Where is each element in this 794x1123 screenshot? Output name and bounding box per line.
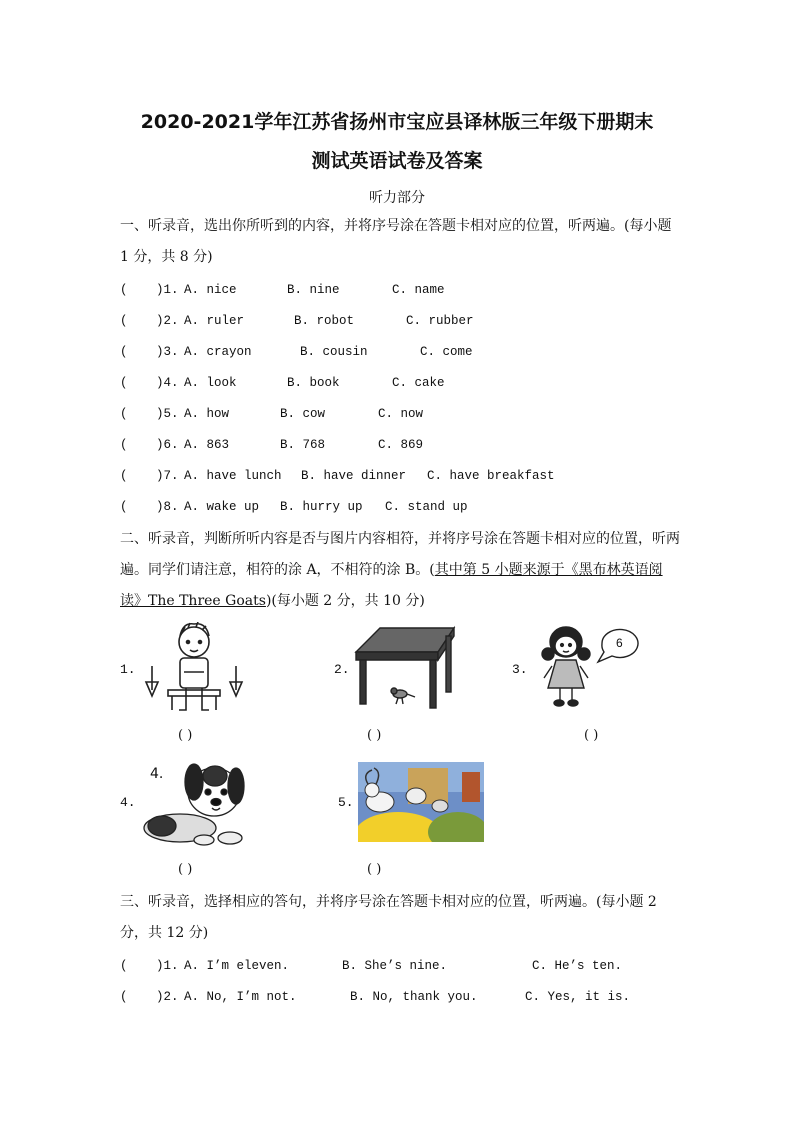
option-b: B. nine [287, 283, 340, 297]
option-b: B. book [287, 376, 340, 390]
answer-blank[interactable]: ( [120, 438, 128, 452]
question-number: )2. [156, 990, 179, 1004]
option-c: C. stand up [385, 500, 468, 514]
picture-boy-sitting-down [138, 622, 250, 722]
picture-4-caption: 4. [150, 766, 164, 782]
answer-blank[interactable]: ( [120, 500, 128, 514]
question-row [120, 469, 555, 483]
option-b: B. She’s nine. [342, 959, 448, 973]
question-number: )1. [156, 283, 179, 297]
option-a: A. wake up [184, 500, 260, 514]
option-c: C. rubber [406, 314, 474, 328]
picture-5-answer[interactable]: ( ) [367, 862, 382, 877]
answer-blank[interactable]: ( [120, 407, 128, 421]
title-line-2: 测试英语试卷及答案 [311, 150, 483, 172]
option-a: A. No, I’m not. [184, 990, 297, 1004]
question-number: )1. [156, 959, 179, 973]
option-a: A. I’m eleven. [184, 959, 290, 973]
option-c: C. come [420, 345, 473, 359]
source-note: 其中第 5 小题来源于《黑布林英语阅读》 [120, 562, 663, 609]
option-c: C. 869 [378, 438, 424, 452]
answer-blank[interactable]: ( [120, 376, 128, 390]
source-title: The Three Goats [148, 593, 266, 609]
question-number: )4. [156, 376, 179, 390]
picture-2-label: 2. [334, 662, 350, 677]
speech-bubble-text: 6 [616, 636, 623, 650]
section3-instruction: 三、听录音，选择相应的答句，并将序号涂在答题卡相对应的位置，听两遍。(每小题 2 分，共 12 分) [120, 894, 657, 941]
question-row [120, 438, 424, 452]
picture-4-label: 4. [120, 795, 136, 810]
option-b: B. robot [294, 314, 355, 328]
option-b: B. 768 [280, 438, 326, 452]
question-number: )3. [156, 345, 179, 359]
option-c: C. name [392, 283, 445, 297]
title-line-1: 2020-2021学年江苏省扬州市宝应县译林版三年级下册期末 [140, 111, 654, 133]
picture-3-label: 3. [512, 662, 528, 677]
option-b: B. cousin [300, 345, 368, 359]
option-b: B. cow [280, 407, 326, 421]
picture-1-label: 1. [120, 662, 136, 677]
option-a: A. have lunch [184, 469, 282, 483]
question-row [120, 959, 623, 973]
option-a: A. crayon [184, 345, 252, 359]
option-c: C. Yes, it is. [525, 990, 631, 1004]
option-c: C. cake [392, 376, 445, 390]
picture-table-with-bird [350, 624, 460, 720]
option-a: A. 863 [184, 438, 230, 452]
question-row [120, 376, 445, 390]
picture-4-answer[interactable]: ( ) [178, 862, 193, 877]
option-c: C. He’s ten. [532, 959, 623, 973]
answer-blank[interactable]: ( [120, 283, 128, 297]
answer-blank[interactable]: ( [120, 469, 128, 483]
picture-1-answer[interactable]: ( ) [178, 728, 193, 743]
option-a: A. look [184, 376, 237, 390]
answer-blank[interactable]: ( [120, 345, 128, 359]
section2-instruction: 二、听录音，判断所听内容是否与图片内容相符，并将序号涂在答题卡相对应的位置，听两遍。同学们请注意，相符的涂 A，不相符的涂 B。(其中第 5 小题来源于《黑布林英语阅读》The Three Goats)(每小题 2 分，共 10 分) [120, 531, 680, 609]
question-row [120, 990, 631, 1004]
subtitle: 听力部分 [369, 190, 425, 206]
option-a: A. ruler [184, 314, 245, 328]
question-row [120, 407, 424, 421]
question-number: )5. [156, 407, 179, 421]
picture-puppy [140, 756, 250, 856]
picture-three-goats [358, 762, 484, 846]
question-row [120, 345, 473, 359]
option-a: A. nice [184, 283, 237, 297]
option-b: B. No, thank you. [350, 990, 478, 1004]
question-row [120, 314, 474, 328]
answer-blank[interactable]: ( [120, 959, 128, 973]
option-c: C. have breakfast [427, 469, 555, 483]
section1-instruction: 一、听录音，选出你所听到的内容，并将序号涂在答题卡相对应的位置，听两遍。(每小题 1 分，共 8 分) [120, 218, 672, 265]
picture-3-answer[interactable]: ( ) [584, 728, 599, 743]
picture-5-label: 5. [338, 795, 354, 810]
question-number: )2. [156, 314, 179, 328]
option-a: A. how [184, 407, 230, 421]
question-number: )7. [156, 469, 179, 483]
question-row [120, 500, 468, 514]
question-number: )8. [156, 500, 179, 514]
question-number: )6. [156, 438, 179, 452]
option-b: B. have dinner [301, 469, 407, 483]
picture-2-answer[interactable]: ( ) [367, 728, 382, 743]
answer-blank[interactable]: ( [120, 314, 128, 328]
question-row [120, 283, 445, 297]
answer-blank[interactable]: ( [120, 990, 128, 1004]
option-c: C. now [378, 407, 424, 421]
picture-girl-saying-six [530, 620, 642, 716]
option-b: B. hurry up [280, 500, 363, 514]
